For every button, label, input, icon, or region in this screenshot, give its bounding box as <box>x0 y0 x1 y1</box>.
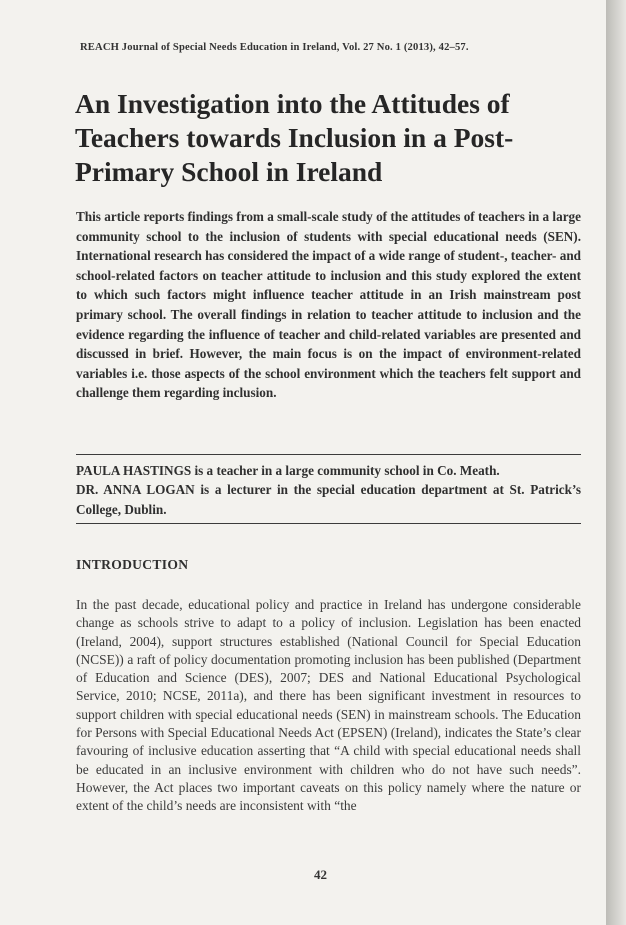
introduction-paragraph: In the past decade, educational policy and practice in Ireland has undergone considerable change as schools strive to adapt to a policy of inclusion. Legislation has been enacted (Ireland, 2004), support structures established (National Council for Special Education (NCSE)) a raft of policy documentation promoting inclusion has been published (Department of Education and Science (DES), 2007; DES and National Educational Psychological Service, 2010; NCSE, 2011a), and there has been significant investment in resources to support children with special educational needs (SEN) in mainstream schools. The Education for Persons with Special Educational Needs Act (EPSEN) (Ireland), indicates the State’s clear favouring of inclusive education asserting that “A child with special educational needs shall be educated in an inclusive environment with children who do not have such needs”. However, the Act places two important caveats on this policy namely where the nature or extent of the child’s needs are inconsistent with “the <box>76 597 581 814</box>
page-number: 42 <box>314 867 327 882</box>
abstract: This article reports findings from a small-scale study of the attitudes of teachers in a large community school to the inclusion of students with special educational needs (SEN). International research has considered the impact of a wide range of student-, teacher- and school-related factors on teacher attitude to inclusion and this study explored the extent to which such factors might influence teacher attitude in an Irish mainstream post primary school. The overall findings in relation to teacher attitude to inclusion and the evidence regarding the influence of teacher and child-related variables are presented and discussed in brief. However, the main focus is on the impact of environment-related variables i.e. those aspects of the school environment which the teachers felt support and challenge them regarding inclusion. <box>76 209 581 401</box>
page-edge-shadow <box>606 0 626 925</box>
author-note-logan: DR. ANNA LOGAN is a lecturer in the special education department at St. Patrick’s College, Dublin. <box>76 482 581 517</box>
running-header: REACH Journal of Special Needs Education in Ireland, Vol. 27 No. 1 (2013), 42–57. <box>80 42 469 53</box>
author-notes <box>76 461 581 519</box>
authors-bottom-rule <box>76 523 581 524</box>
article-title: An Investigation into the Attitudes of Teachers towards Inclusion in a Post-Primary School in Ireland <box>75 88 514 187</box>
introduction-heading: INTRODUCTION <box>76 557 189 572</box>
authors-top-rule <box>76 454 581 455</box>
author-note-hastings: PAULA HASTINGS is a teacher in a large community school in Co. Meath. <box>76 463 500 478</box>
